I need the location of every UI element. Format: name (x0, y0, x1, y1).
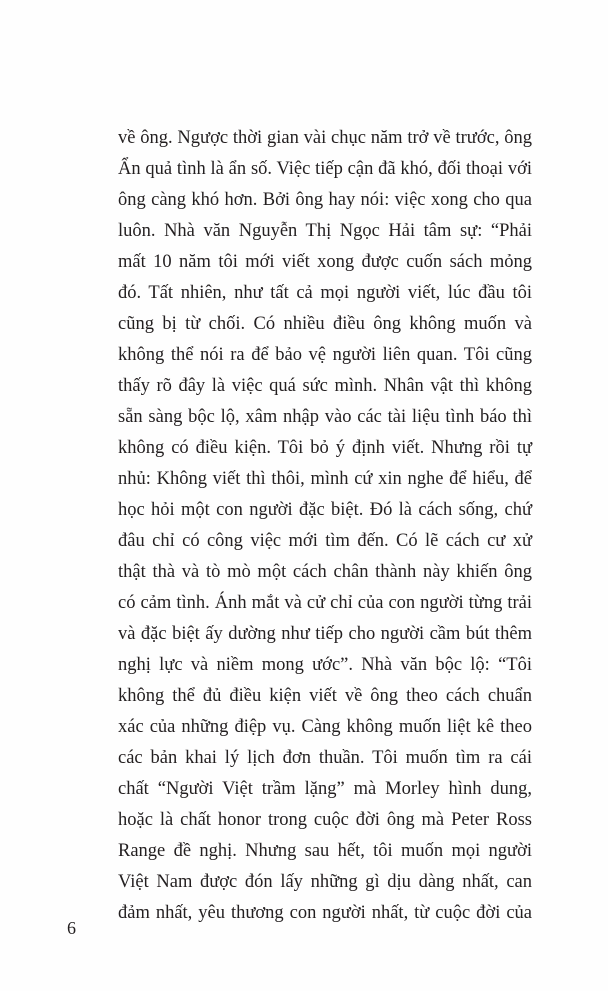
text-line: sẵn sàng bộc lộ, xâm nhập vào các tài liệu tình báo thì (118, 407, 532, 427)
page-number: 6 (67, 918, 76, 938)
body-text (118, 123, 532, 929)
text-line: đó. Tất nhiên, như tất cả mọi người viết, lúc đầu tôi (118, 283, 532, 303)
text-line: học hỏi một con người đặc biệt. Đó là cách sống, chứ (118, 500, 532, 520)
text-line: không thể nói ra để bảo vệ người liên quan. Tôi cũng (118, 345, 532, 365)
text-line: chất “Người Việt trầm lặng” mà Morley hình dung, (118, 779, 532, 799)
text-line: có cảm tình. Ánh mắt và cử chỉ của con người từng trải (118, 593, 532, 613)
text-line: cũng bị từ chối. Có nhiều điều ông không muốn và (118, 314, 532, 334)
text-line: luôn. Nhà văn Nguyễn Thị Ngọc Hải tâm sự: “Phải (118, 221, 532, 241)
text-line: không có điều kiện. Tôi bỏ ý định viết. Nhưng rồi tự (118, 438, 532, 458)
text-line: ông càng khó hơn. Bởi ông hay nói: việc xong cho qua (118, 190, 532, 210)
text-line: đảm nhất, yêu thương con người nhất, từ cuộc đời của (118, 903, 532, 923)
text-line: Range đề nghị. Nhưng sau hết, tôi muốn mọi người (118, 841, 532, 861)
text-line: thấy rõ đây là việc quá sức mình. Nhân vật thì không (118, 376, 532, 396)
text-line: các bản khai lý lịch đơn thuần. Tôi muốn tìm ra cái (118, 748, 532, 768)
text-line: thật thà và tò mò một cách chân thành này khiến ông (118, 562, 532, 582)
text-line: hoặc là chất honor trong cuộc đời ông mà Peter Ross (118, 810, 532, 830)
text-line: không thể đủ điều kiện viết về ông theo cách chuẩn (118, 686, 532, 706)
text-line: Ẩn quả tình là ẩn số. Việc tiếp cận đã khó, đối thoại với (118, 159, 532, 179)
text-line: mất 10 năm tôi mới viết xong được cuốn sách mỏng (118, 252, 532, 272)
text-line: và đặc biệt ấy dường như tiếp cho người cầm bút thêm (118, 624, 532, 644)
text-line: đâu chỉ có công việc mới tìm đến. Có lẽ cách cư xử (118, 531, 532, 551)
text-line: nghị lực và niềm mong ước”. Nhà văn bộc lộ: “Tôi (118, 655, 532, 675)
text-line: xác của những điệp vụ. Càng không muốn liệt kê theo (118, 717, 532, 737)
text-line: về ông. Ngược thời gian vài chục năm trở về trước, ông (118, 128, 532, 148)
text-line: nhủ: Không viết thì thôi, mình cứ xin nghe để hiểu, để (118, 469, 532, 489)
text-line: Việt Nam được đón lấy những gì dịu dàng nhất, can (118, 872, 532, 892)
